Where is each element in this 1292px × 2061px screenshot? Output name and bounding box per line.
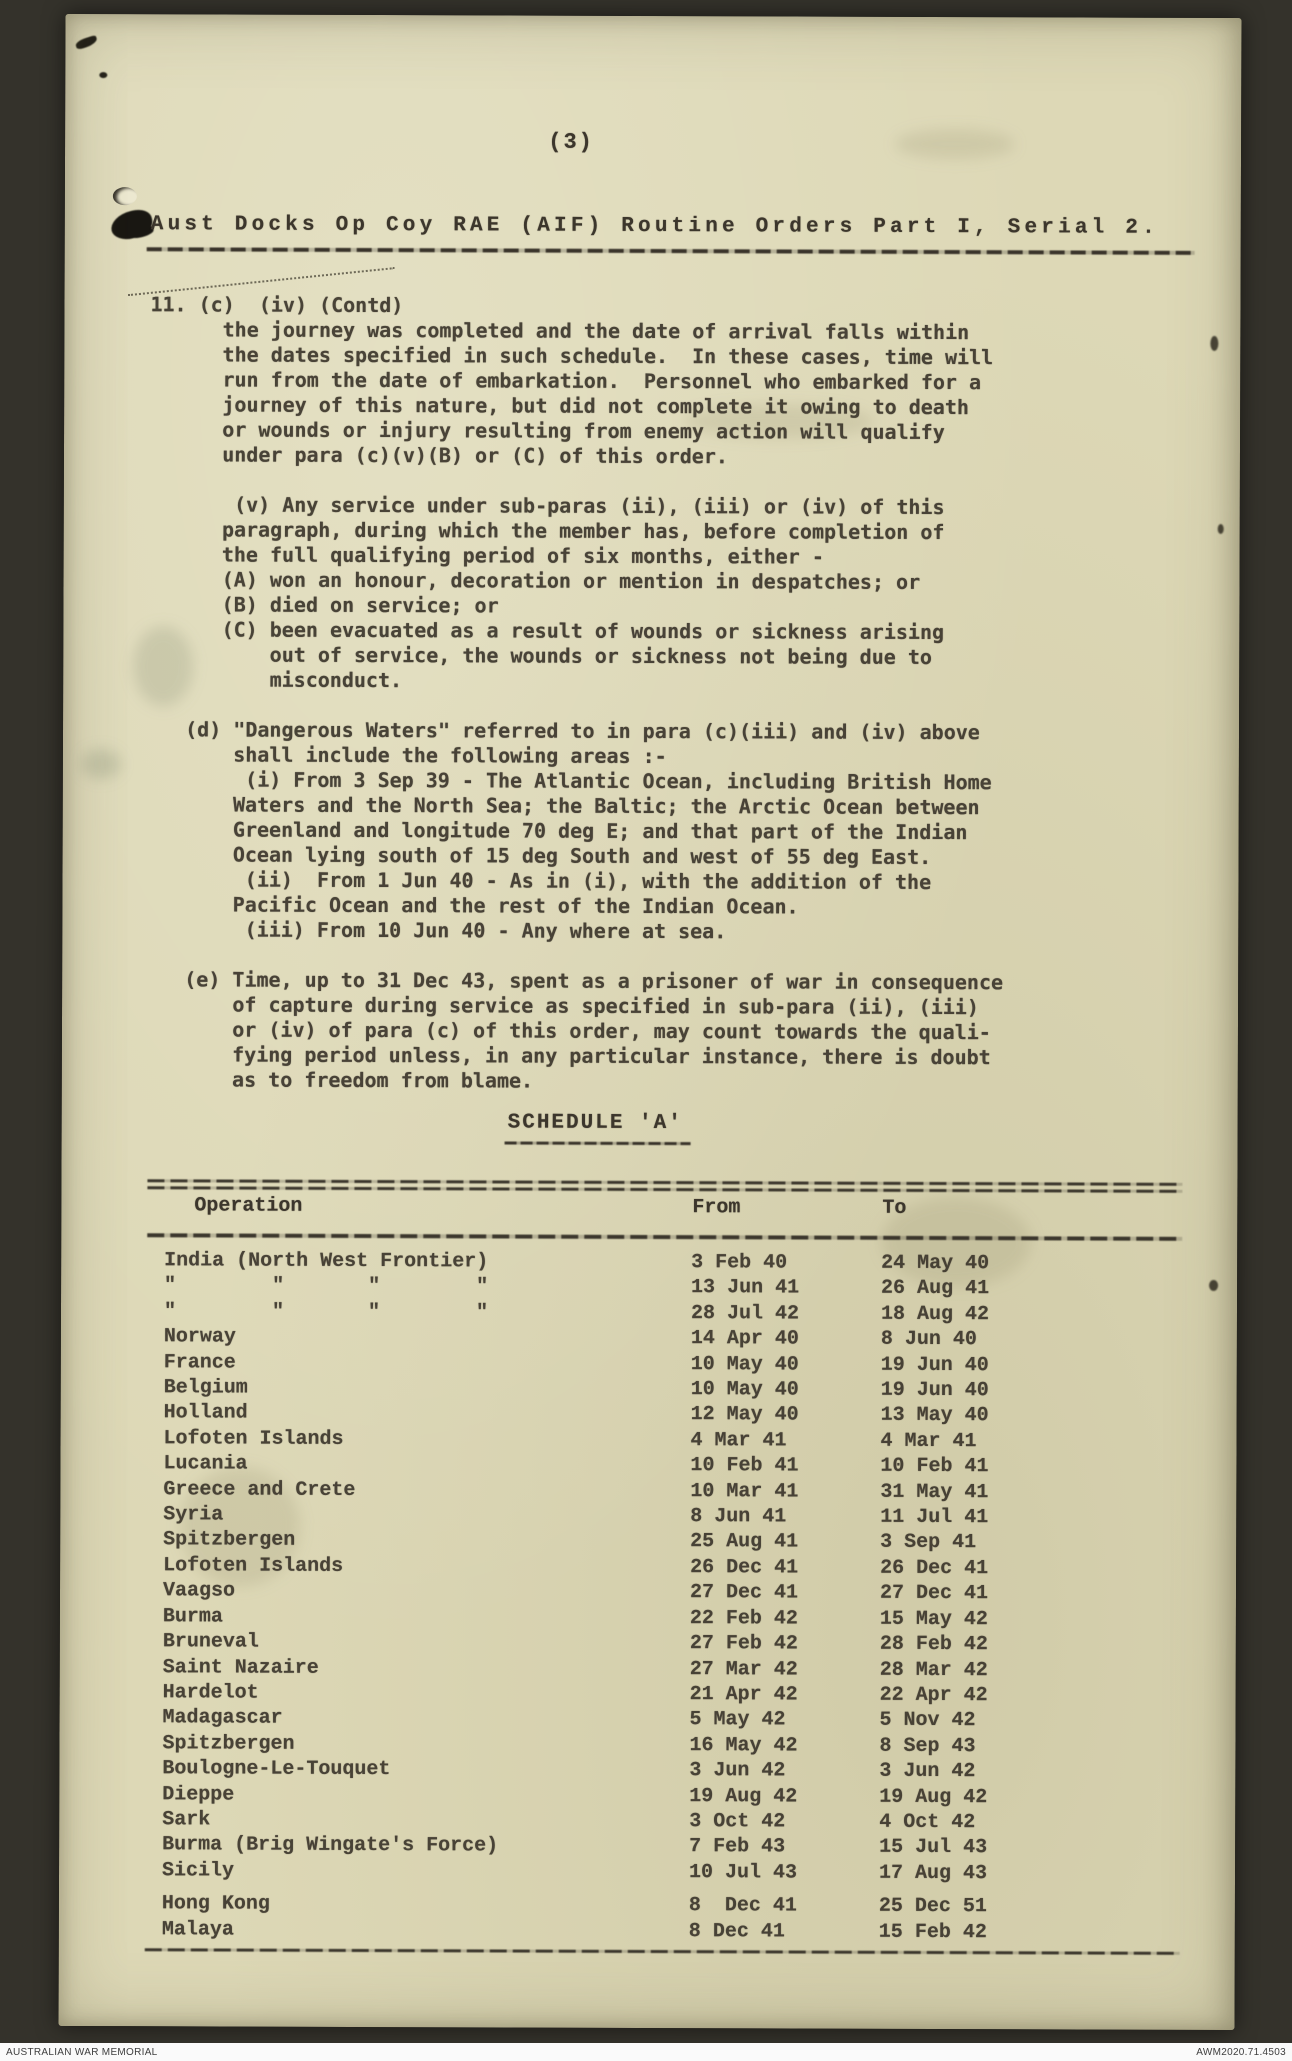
operation-cell: Greece and Crete bbox=[163, 1477, 356, 1502]
ink-mark bbox=[75, 35, 99, 50]
from-date-cell: 26 Dec 41 bbox=[690, 1556, 799, 1580]
archive-bar bbox=[0, 2043, 1292, 2061]
to-date-cell: 28 Mar 42 bbox=[879, 1658, 988, 1682]
to-date-cell: 24 May 40 bbox=[881, 1251, 990, 1276]
operation-cell: Saint Nazaire bbox=[162, 1655, 319, 1680]
document-page bbox=[58, 14, 1241, 2030]
from-date-cell: 16 May 42 bbox=[689, 1733, 798, 1758]
from-date-cell: 10 Mar 41 bbox=[690, 1479, 799, 1504]
table-row bbox=[164, 1325, 1174, 1354]
operation-cell: Dieppe bbox=[162, 1782, 235, 1807]
schedule-title: SCHEDULE 'A' bbox=[507, 1111, 683, 1136]
operation-cell: Spitzbergen bbox=[162, 1732, 295, 1756]
to-date-cell: 26 Aug 41 bbox=[881, 1277, 990, 1301]
to-date-cell: 5 Nov 42 bbox=[879, 1709, 976, 1733]
operation-cell: Vaagso bbox=[162, 1579, 236, 1603]
operation-cell: Boulogne-Le-Touquet bbox=[162, 1757, 391, 1782]
bleed-through-smudge bbox=[81, 749, 121, 779]
archive-id: AWM2020.71.4503 bbox=[1196, 2046, 1286, 2058]
operation-cell: France bbox=[163, 1350, 236, 1375]
operation-cell: Hardelot bbox=[162, 1681, 259, 1705]
table-row bbox=[163, 1502, 1173, 1531]
from-date-cell: 8 Jun 41 bbox=[690, 1505, 787, 1529]
table-top-rule bbox=[147, 1186, 1182, 1193]
archive-label: AUSTRALIAN WAR MEMORIAL bbox=[6, 2046, 158, 2058]
to-date-cell: 8 Jun 40 bbox=[880, 1328, 977, 1352]
from-date-cell: 10 Feb 41 bbox=[690, 1454, 799, 1478]
from-date-cell: 21 Apr 42 bbox=[689, 1683, 798, 1707]
to-date-cell: 15 Feb 42 bbox=[878, 1920, 987, 1944]
to-date-cell: 19 Jun 40 bbox=[880, 1378, 989, 1403]
ink-mark bbox=[99, 72, 107, 78]
table-row bbox=[163, 1706, 1173, 1735]
to-date-cell: 17 Aug 43 bbox=[878, 1861, 988, 1885]
from-date-cell: 27 Feb 42 bbox=[689, 1632, 798, 1656]
table-row bbox=[163, 1452, 1173, 1481]
table-row bbox=[162, 1731, 1172, 1760]
table-row bbox=[163, 1426, 1173, 1455]
to-date-cell: 3 Jun 42 bbox=[879, 1759, 976, 1784]
ink-speck bbox=[1210, 336, 1218, 351]
from-date-cell: 13 Jun 41 bbox=[691, 1276, 800, 1300]
table-row bbox=[162, 1858, 1172, 1887]
operation-cell: Lucania bbox=[163, 1452, 248, 1476]
from-date-cell: 4 Mar 41 bbox=[690, 1428, 787, 1453]
to-date-cell: 15 Jul 43 bbox=[879, 1836, 988, 1860]
table-row bbox=[164, 1401, 1174, 1430]
operation-cell: Malaya bbox=[161, 1917, 234, 1942]
from-date-cell: 10 May 40 bbox=[690, 1378, 799, 1402]
column-header-from: From bbox=[692, 1196, 741, 1220]
table-row bbox=[164, 1248, 1174, 1277]
paper-hole bbox=[113, 187, 137, 205]
operation-cell: Lofoten Islands bbox=[163, 1554, 344, 1578]
table-bottom-rule bbox=[145, 1948, 1180, 1955]
operation-cell: " " " " bbox=[164, 1274, 489, 1299]
to-date-cell: 10 Feb 41 bbox=[880, 1455, 989, 1479]
to-date-cell: 28 Feb 42 bbox=[879, 1632, 988, 1657]
to-date-cell: 22 Apr 42 bbox=[879, 1683, 988, 1708]
table-row bbox=[164, 1299, 1174, 1328]
operation-cell: Madagascar bbox=[162, 1706, 283, 1731]
column-header-to: To bbox=[882, 1196, 907, 1220]
table-row bbox=[163, 1579, 1173, 1608]
to-date-cell: 8 Sep 43 bbox=[879, 1734, 976, 1758]
ink-blot bbox=[108, 207, 155, 243]
from-date-cell: 3 Oct 42 bbox=[689, 1810, 786, 1834]
operation-cell: Syria bbox=[163, 1503, 224, 1527]
table-row bbox=[164, 1375, 1174, 1404]
table-row bbox=[162, 1917, 1172, 1946]
operation-cell: " " " " bbox=[163, 1300, 489, 1325]
to-date-cell: 27 Dec 41 bbox=[879, 1582, 989, 1606]
from-date-cell: 8 Dec 41 bbox=[688, 1919, 785, 1944]
heading-underline bbox=[147, 247, 1195, 255]
table-row bbox=[162, 1807, 1172, 1836]
from-date-cell: 19 Aug 42 bbox=[689, 1784, 798, 1809]
to-date-cell: 26 Dec 41 bbox=[880, 1556, 989, 1581]
from-date-cell: 10 May 40 bbox=[690, 1352, 799, 1377]
from-date-cell: 8 Dec 41 bbox=[688, 1894, 797, 1918]
table-row bbox=[163, 1655, 1173, 1684]
from-date-cell: 5 May 42 bbox=[689, 1708, 786, 1732]
from-date-cell: 22 Feb 42 bbox=[689, 1606, 798, 1631]
operation-cell: Bruneval bbox=[162, 1630, 259, 1654]
operation-cell: Sark bbox=[162, 1808, 211, 1832]
table-row bbox=[163, 1477, 1173, 1506]
table-row bbox=[164, 1350, 1174, 1379]
operation-cell: India (North West Frontier) bbox=[164, 1249, 489, 1274]
page-number: (3) bbox=[548, 129, 594, 155]
from-date-cell: 28 Jul 42 bbox=[690, 1301, 800, 1326]
ink-speck bbox=[1209, 1280, 1218, 1291]
operation-cell: Holland bbox=[163, 1401, 248, 1426]
table-top-rule bbox=[147, 1179, 1182, 1186]
to-date-cell: 13 May 40 bbox=[880, 1404, 989, 1428]
table-row bbox=[164, 1274, 1174, 1303]
from-date-cell: 27 Dec 41 bbox=[689, 1581, 799, 1605]
table-row bbox=[162, 1782, 1172, 1811]
from-date-cell: 27 Mar 42 bbox=[689, 1657, 798, 1682]
to-date-cell: 31 May 41 bbox=[880, 1480, 989, 1504]
bleed-through-smudge bbox=[895, 129, 1015, 159]
to-date-cell: 19 Aug 42 bbox=[879, 1785, 988, 1809]
from-date-cell: 14 Apr 40 bbox=[690, 1327, 799, 1351]
schedule-rows bbox=[162, 1248, 1174, 1945]
to-date-cell: 18 Aug 42 bbox=[880, 1302, 990, 1326]
column-header-operation: Operation bbox=[194, 1194, 303, 1218]
to-date-cell: 19 Jun 40 bbox=[880, 1353, 989, 1377]
operation-cell: Spitzbergen bbox=[163, 1528, 296, 1553]
operation-cell: Hong Kong bbox=[161, 1892, 270, 1916]
from-date-cell: 3 Jun 42 bbox=[689, 1759, 786, 1783]
table-row bbox=[162, 1756, 1172, 1785]
to-date-cell: 11 Jul 41 bbox=[880, 1505, 989, 1530]
operation-cell: Norway bbox=[163, 1325, 236, 1349]
from-date-cell: 3 Feb 40 bbox=[691, 1251, 788, 1275]
to-date-cell: 4 Oct 42 bbox=[879, 1810, 976, 1835]
to-date-cell: 3 Sep 41 bbox=[880, 1531, 977, 1555]
to-date-cell: 4 Mar 41 bbox=[880, 1429, 977, 1453]
from-date-cell: 25 Aug 41 bbox=[690, 1530, 799, 1554]
to-date-cell: 25 Dec 51 bbox=[878, 1894, 987, 1919]
from-date-cell: 7 Feb 43 bbox=[689, 1835, 786, 1859]
table-row bbox=[163, 1528, 1173, 1557]
ink-speck bbox=[1218, 524, 1224, 534]
table-row bbox=[163, 1680, 1173, 1709]
operation-cell: Belgium bbox=[163, 1376, 248, 1400]
table-row bbox=[162, 1833, 1172, 1862]
table-row bbox=[163, 1604, 1173, 1633]
order-body-text: 11. (c) (iv) (Contd) the journey was completed and the date of arrival falls within the dates specified in such schedule. In these cases, time will run from the date of embarkation. Personnel who embarked for a journey of this nature, but did not complete it owing to death or wounds or injury resulting from enemy action will qualify under para (c)(v)(B) or (C) of this order. (v) Any service under sub-paras (ii), (iii) or (iv) of this paragraph, during which the member has, before completion of the full qualifying period of six months, either - (A) won an honour, decoration or mention in despatches; or (B) died on service; or (C) been evacuated as a result of wounds or sickness arising out of service, the wounds or sickness not being due to misconduct. (d) "Dangerous Waters" referred to in para (c)(iii) and (iv) above shall include the following areas :- (i) From 3 Sep 39 - The Atlantic Ocean, including British Home Waters and the North Sea; the Baltic; the Arctic Ocean between Greenland and longitude 70 deg E; and that part of the Indian Ocean lying south of 15 deg South and west of 55 deg East. (ii) From 1 Jun 40 - As in (i), with the addition of the Pacific Ocean and the rest of the Indian Ocean. (iii) From 10 Jun 40 - Any where at sea. (e) Time, up to 31 Dec 43, spent as a prisoner of war in consequence of capture during service as specified in sub-para (ii), (iii) or (iv) of para (c) of this order, may count towards the quali- fying period unless, in any particular instance, there is doubt as to freedom from blame. bbox=[147, 292, 1004, 1093]
schedule-title-underline bbox=[505, 1141, 691, 1145]
table-row bbox=[163, 1553, 1173, 1582]
operation-cell: Lofoten Islands bbox=[163, 1427, 344, 1451]
operation-cell: Burma (Brig Wingate's Force) bbox=[162, 1833, 499, 1858]
table-row bbox=[163, 1629, 1173, 1658]
routine-orders-heading: Aust Docks Op Coy RAE (AIF) Routine Orders Part I, Serial 2. bbox=[150, 213, 1159, 240]
from-date-cell: 10 Jul 43 bbox=[688, 1860, 798, 1885]
to-date-cell: 15 May 42 bbox=[879, 1607, 988, 1631]
operation-cell: Sicily bbox=[161, 1859, 235, 1883]
from-date-cell: 12 May 40 bbox=[690, 1403, 799, 1427]
table-row bbox=[162, 1891, 1172, 1920]
operation-cell: Burma bbox=[162, 1604, 223, 1629]
